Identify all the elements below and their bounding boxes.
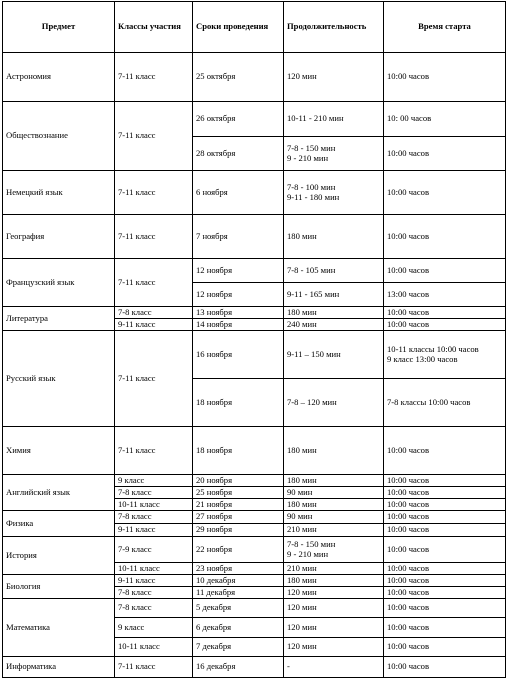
header-start: Время старта [384,2,506,53]
classes-cell: 7-8 класс [115,307,193,319]
table-row [3,427,506,475]
classes-cell: 7-11 класс [115,215,193,259]
olympiad-schedule-table [2,1,506,678]
duration-cell: 7-8 - 105 мин [284,259,384,283]
duration-cell: 180 мин [284,307,384,319]
start-cell: 10:00 часов [384,171,506,215]
table-row [3,171,506,215]
start-cell: 10:00 часов [384,537,506,563]
start-cell: 10: 00 часов [384,102,506,137]
start-cell: 7-8 классы 10:00 часов [384,379,506,427]
duration-cell: 120 мин [284,587,384,599]
start-cell: 13:00 часов [384,283,506,307]
header-duration: Продолжительность [284,2,384,53]
duration-cell: 90 мин [284,511,384,524]
duration-cell: 9-11 - 165 мин [284,283,384,307]
classes-cell: 7-11 класс [115,171,193,215]
start-line: 10-11 классы 10:00 часов [387,343,479,354]
start-cell: 10:00 часов [384,427,506,475]
subject-cell: Английский язык [3,475,115,511]
duration-cell: 240 мин [284,319,384,331]
table-row [3,215,506,259]
subject-cell: Физика [3,511,115,537]
duration-cell: 9-11 – 150 мин [284,331,384,379]
duration-cell: 120 мин [284,53,384,102]
classes-cell: 7-8 класс [115,487,193,499]
start-cell: 10:00 часов [384,259,506,283]
subject-cell: Русский язык [3,331,115,427]
start-cell: 10:00 часов [384,657,506,678]
subject-cell: География [3,215,115,259]
date-cell: 18 ноября [193,427,284,475]
date-cell: 13 ноября [193,307,284,319]
date-cell: 16 ноября [193,331,284,379]
start-cell: 10:00 часов [384,575,506,587]
duration-line: 7-8 - 100 мин [287,181,336,192]
classes-cell: 9 класс [115,475,193,487]
duration-line: 7-8 - 150 мин [287,142,336,153]
table-row [3,599,506,618]
date-cell: 7 декабря [193,638,284,657]
duration-cell: 10-11 - 210 мин [284,102,384,137]
start-cell: 10:00 часов [384,599,506,618]
date-cell: 20 ноября [193,475,284,487]
duration-line: 9 - 210 мин [287,548,329,559]
subject-cell: Биология [3,575,115,599]
table-row [3,102,506,137]
classes-cell: 7-11 класс [115,259,193,307]
date-cell: 22 ноября [193,537,284,563]
date-cell: 23 ноября [193,563,284,575]
date-cell: 21 ноября [193,499,284,511]
start-cell: 10:00 часов [384,307,506,319]
duration-cell: 120 мин [284,599,384,618]
date-cell: 10 декабря [193,575,284,587]
start-cell: 10:00 часов [384,137,506,171]
subject-cell: Французский язык [3,259,115,307]
classes-cell: 10-11 класс [115,563,193,575]
start-cell: 10:00 часов [384,618,506,638]
start-cell: 10:00 часов [384,487,506,499]
classes-cell: 9-11 класс [115,524,193,537]
classes-cell: 7-11 класс [115,657,193,678]
start-cell: 10:00 часов [384,475,506,487]
header-classes: Классы участия [115,2,193,53]
start-cell: 10:00 часов [384,53,506,102]
start-cell: 10:00 часов [384,499,506,511]
duration-cell: 180 мин [284,427,384,475]
subject-cell: Литература [3,307,115,331]
date-cell: 28 октября [193,137,284,171]
subject-cell: Информатика [3,657,115,678]
classes-cell: 7-11 класс [115,427,193,475]
table-row [3,657,506,678]
date-cell: 5 декабря [193,599,284,618]
classes-cell: 7-8 класс [115,511,193,524]
subject-cell: Химия [3,427,115,475]
date-cell: 26 октября [193,102,284,137]
classes-cell: 9-11 класс [115,575,193,587]
duration-cell: 120 мин [284,638,384,657]
classes-cell: 7-8 класс [115,599,193,618]
duration-cell: 180 мин [284,475,384,487]
start-cell [384,331,506,379]
classes-cell: 7-8 класс [115,587,193,599]
date-cell: 6 декабря [193,618,284,638]
duration-cell: 180 мин [284,215,384,259]
duration-cell: 7-8 – 120 мин [284,379,384,427]
schedule-sheet [2,1,505,689]
start-cell: 10:00 часов [384,638,506,657]
date-cell: 16 декабря [193,657,284,678]
table-row [3,331,506,379]
date-cell: 11 декабря [193,587,284,599]
classes-cell: 7-11 класс [115,331,193,427]
date-cell: 12 ноября [193,259,284,283]
start-cell: 10:00 часов [384,319,506,331]
start-cell: 10:00 часов [384,524,506,537]
date-cell: 6 ноября [193,171,284,215]
subject-cell: Обществознание [3,102,115,171]
classes-cell: 10-11 класс [115,638,193,657]
date-cell: 7 ноября [193,215,284,259]
subject-cell: История [3,537,115,575]
start-cell: 10:00 часов [384,511,506,524]
duration-cell: 120 мин [284,618,384,638]
header-dates: Сроки проведения [193,2,284,53]
start-line: 9 класс 13:00 часов [387,353,458,364]
date-cell: 14 ноября [193,319,284,331]
subject-cell: Математика [3,599,115,657]
date-cell: 12 ноября [193,283,284,307]
duration-line: 9 - 210 мин [287,152,329,163]
date-cell: 18 ноября [193,379,284,427]
duration-cell: 180 мин [284,499,384,511]
header-subject: Предмет [3,2,115,53]
subject-cell: Астрономия [3,53,115,102]
classes-cell: 9 класс [115,618,193,638]
classes-cell: 7-11 класс [115,102,193,171]
date-cell: 29 ноября [193,524,284,537]
start-cell: 10:00 часов [384,587,506,599]
duration-cell [284,171,384,215]
table-row [3,537,506,563]
duration-cell: 90 мин [284,487,384,499]
duration-cell: 180 мин [284,575,384,587]
date-cell: 25 ноября [193,487,284,499]
classes-cell: 10-11 класс [115,499,193,511]
date-cell: 25 октября [193,53,284,102]
table-row [3,259,506,283]
table-row [3,575,506,587]
duration-cell: 210 мин [284,524,384,537]
start-cell: 10:00 часов [384,215,506,259]
duration-cell [284,137,384,171]
date-cell: 27 ноября [193,511,284,524]
table-row [3,53,506,102]
table-row [3,511,506,524]
duration-cell: 210 мин [284,563,384,575]
duration-cell [284,537,384,563]
duration-cell: - [284,657,384,678]
classes-cell: 9-11 класс [115,319,193,331]
start-cell: 10:00 часов [384,563,506,575]
header-row [3,2,506,53]
table-row [3,307,506,319]
subject-cell: Немецкий язык [3,171,115,215]
classes-cell: 7-9 класс [115,537,193,563]
classes-cell: 7-11 класс [115,53,193,102]
table-row [3,475,506,487]
duration-line: 7-8 - 150 мин [287,538,336,549]
duration-line: 9-11 - 180 мин [287,191,340,202]
